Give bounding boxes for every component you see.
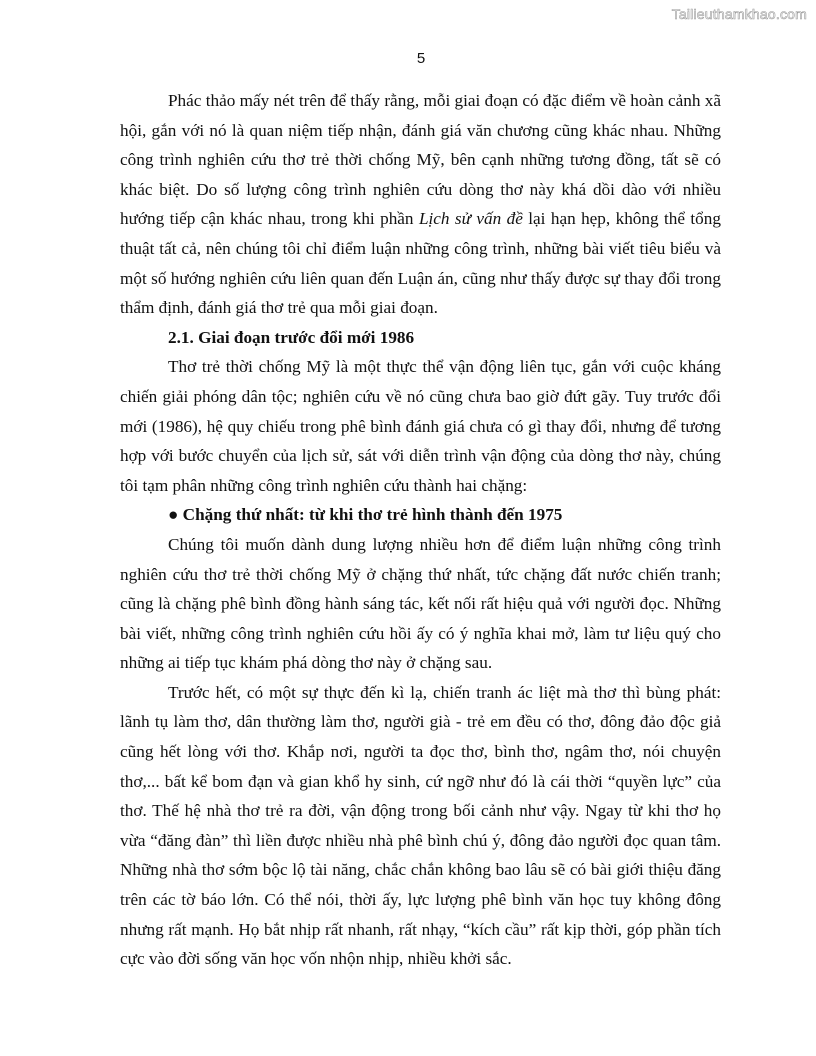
section-heading-2-1: 2.1. Giai đoạn trước đổi mới 1986 [168,327,415,347]
paragraph-intro-italic: Lịch sử vấn đề [418,209,523,229]
watermark-text: Tailieuthamkhao.com [671,6,807,22]
paragraph-overview: Thơ trẻ thời chống Mỹ là một thực thể vận động liên tục, gắn với cuộc kháng chiến giải phóng dân tộc; nghiên cứu về nó cũng chưa bao giờ đứt gãy. Tuy trước đổi mới (1986), hệ quy chiếu trong phê bình đánh giá chưa có gì thay đổi, nhưng để tương hợp với bước chuyển của lịch sử, sát với diễn trình vận động của dòng thơ này, chúng tôi tạm phân những công trình nghiên cứu thành hai chặng: [120,357,721,495]
paragraph-context: Trước hết, có một sự thực đến kì lạ, chiến tranh ác liệt mà thơ thì bùng phát: lãnh tụ làm thơ, dân thường làm thơ, người già - trẻ em đều có thơ, đông đảo độc giả cũng hết lòng với thơ. Khắp nơi, người ta đọc thơ, bình thơ, ngâm thơ, nói chuyện thơ,... bất kể bom đạn và gian khổ hy sinh, cứ ngỡ như đó là cái thời “quyền lực” của thơ. Thế hệ nhà thơ trẻ ra đời, vận động trong bối cảnh như vậy. Ngay từ khi thơ họ vừa “đăng đàn” thì liền được nhiều nhà phê bình chú ý, đông đảo người đọc quan tâm. Những nhà thơ sớm bộc lộ tài năng, chắc chắn không bao lâu sẽ có bài giới thiệu đăng trên các tờ báo lớn. Có thể nói, thời ấy, lực lượng phê bình văn học tuy không đông nhưng rất mạnh. Họ bắt nhịp rất nhanh, rất nhạy, “kích cầu” rất kịp thời, góp phần tích cực vào đời sống văn học vốn nhộn nhịp, nhiều khởi sắc. [120,682,721,969]
page-number: 5 [416,50,426,67]
paragraph-intro-part1: Phác thảo mấy nét trên để thấy rằng, mỗi giai đoạn có đặc điểm về hoàn cảnh xã hội, gắn với nó là quan niệm tiếp nhận, đánh giá văn chương cũng khác nhau. Những công trình nghiên cứu thơ trẻ thời chống Mỹ, bên cạnh những tương đồng, tất sẽ có khác biệt. Do số lượng công trình nghiên cứu dòng thơ này khá dồi dào với nhiều hướng tiếp cận khác nhau, trong khi phần [120,91,721,229]
paragraph-stage-one: Chúng tôi muốn dành dung lượng nhiều hơn để điểm luận những công trình nghiên cứu thơ trẻ thời chống Mỹ ở chặng thứ nhất, tức chặng đất nước chiến tranh; cũng là chặng phê bình đồng hành sáng tác, kết nối rất hiệu quả với người đọc. Những bài viết, những công trình nghiên cứu hồi ấy có ý nghĩa khai mở, làm tư liệu quý cho những ai tiếp tục khám phá dòng thơ này ở chặng sau. [120,534,721,673]
document-body [120,86,721,974]
stage-one-heading: ● Chặng thứ nhất: từ khi thơ trẻ hình thành đến 1975 [168,505,563,525]
paragraph-intro [120,86,721,323]
paragraph-intro-part2: lại hạn hẹp, không thể tổng thuật tất cả, nên chúng tôi chỉ điểm luận những công trình, những bài viết tiêu biểu và một số hướng nghiên cứu liên quan đến Luận án, cũng như thấy được sự thay đổi trong thẩm định, đánh giá thơ trẻ qua mỗi giai đoạn. [120,209,721,318]
